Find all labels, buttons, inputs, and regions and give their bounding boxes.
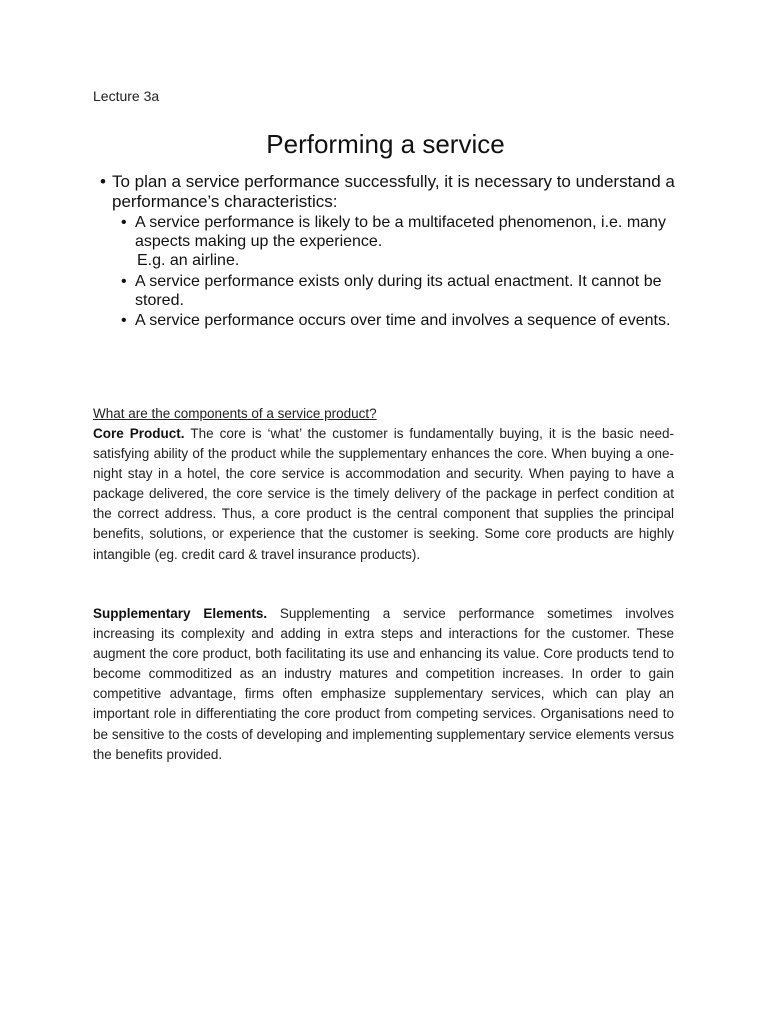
supplementary-text: Supplementing a service performance sometimes involves increasing its complexity and adding in extra steps and interactions for the customer. These augment the core product, both facilitating its use and enhancing its value. Core products tend to become commoditized as an industry matures and competition increases. In order to gain competitive advantage, firms often emphasize supplementary services, which can play an important role in differentiating the core product from competing services. Organisations need to be sensitive to the costs of developing and implementing supplementary service elements versus the benefits provided. [93,606,674,762]
bullet-icon: • [100,172,106,191]
example-text: E.g. an airline. [137,252,240,269]
sub-bullet-list [100,213,690,330]
supplementary-heading: Supplementary Elements. [93,606,280,621]
section-question: What are the components of a service product? [93,406,377,421]
lecture-label: Lecture 3a [93,88,160,104]
sub-bullet [100,311,690,330]
core-product-text: The core is ‘what’ the customer is fundamentally buying, it is the basic need-satisfying ability of the product while the supplementary enhances the core. When buying a one-night stay in a hotel, the core service is accommodation and security. When paying to have a package delivered, the core service is the timely delivery of the package in perfect condition at the correct address. Thus, a core product is the central component that supplies the principal benefits, solutions, or experience that the customer is seeking. Some core products are highly intangible (eg. credit card & travel insurance products). [93,426,674,562]
sub-bullet [100,213,690,251]
bullet-icon: • [121,312,127,329]
sub-bullet-text: A service performance is likely to be a multifaceted phenomenon, i.e. many aspects making up the experience. [135,214,666,250]
core-product-heading: Core Product. [93,426,191,441]
sub-bullet-text: A service performance occurs over time and involves a sequence of events. [135,312,671,329]
core-product-paragraph [93,424,674,565]
bullet-icon: • [121,273,127,290]
slide-title: Performing a service [266,129,505,159]
supplementary-paragraph [93,604,674,765]
sub-bullet-text: A service performance exists only during its actual enactment. It cannot be stored. [135,273,662,309]
main-bullet-text: To plan a service performance successfully, it is necessary to understand a performance’s characteristics: [112,172,675,211]
bullet-icon: • [121,214,127,231]
main-bullet [100,172,690,212]
slide-bullets [100,172,690,330]
sub-bullet [100,272,690,310]
